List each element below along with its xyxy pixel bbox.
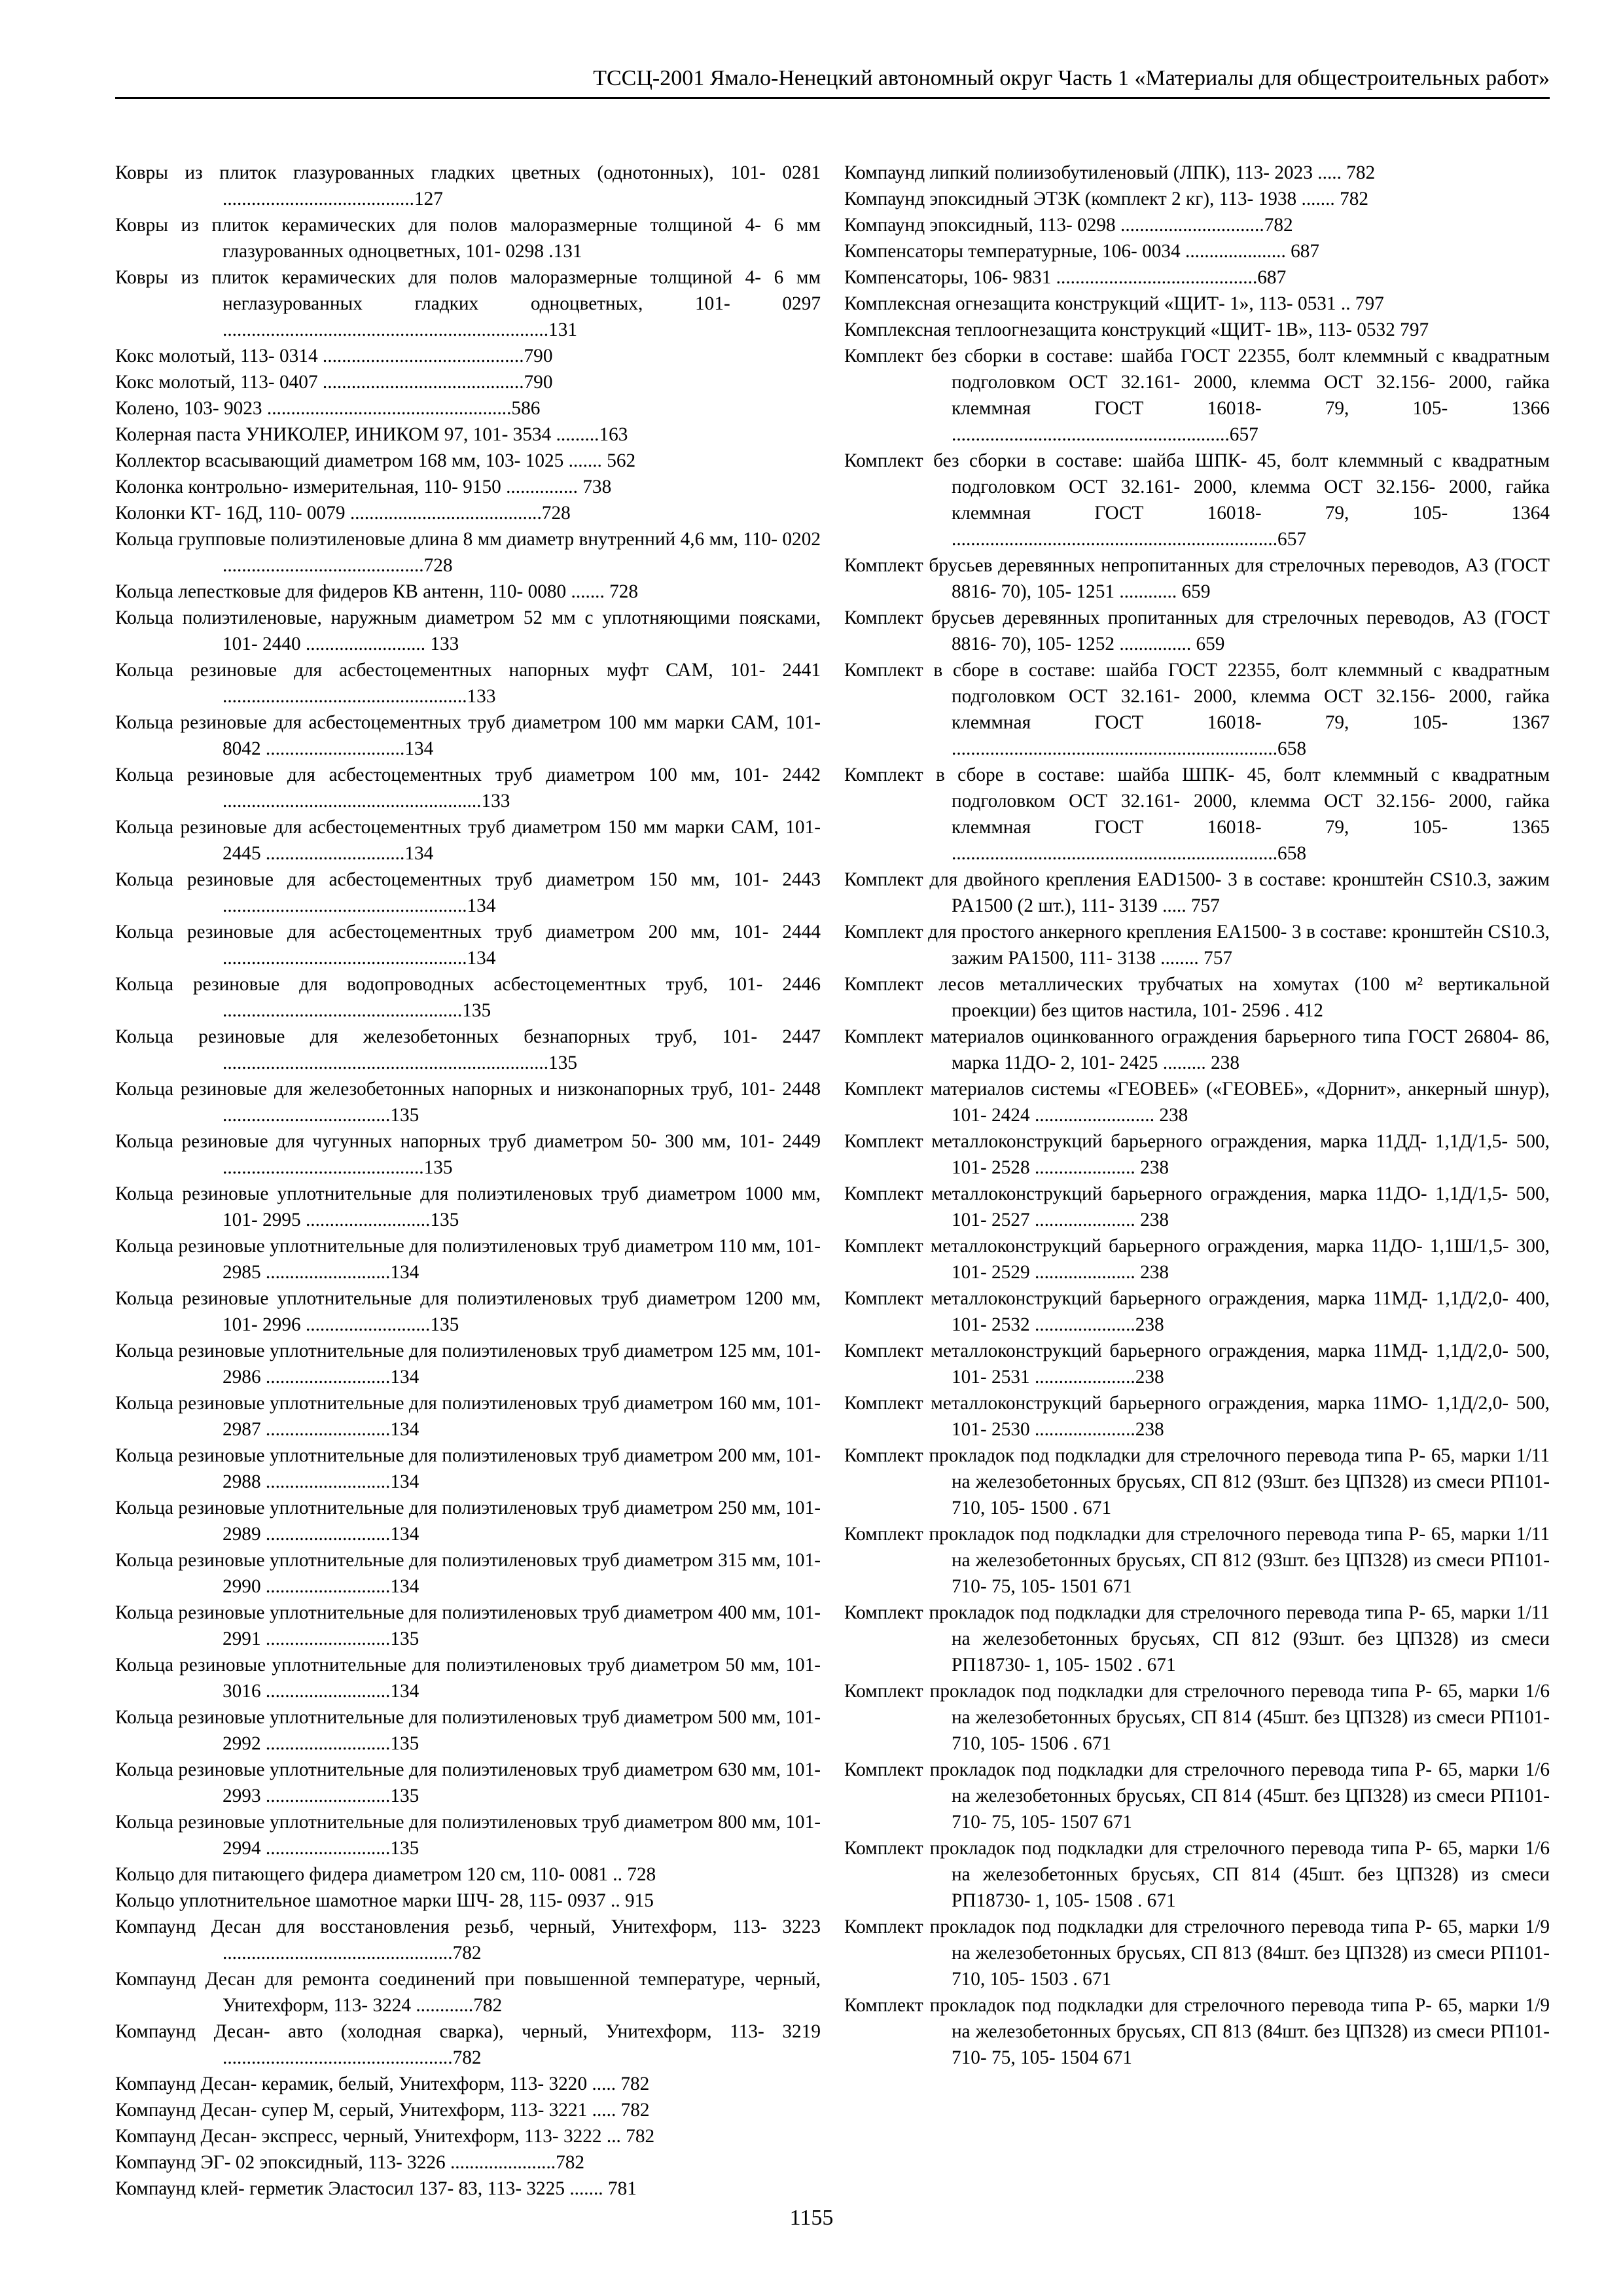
- index-entry: Кольца резиновые уплотнительные для полиэтиленовых труб диаметром 400 мм, 101- 2991 ..........................135: [115, 1602, 821, 1649]
- index-entry: Комплект металлоконструкций барьерного ограждения, марка 11ДО- 1,1Ш/1,5- 300, 101- 2529 ..................... 238: [844, 1236, 1550, 1283]
- index-entry: Комплект брусьев деревянных непропитанных для стрелочных переводов, А3 (ГОСТ 8816- 70), 105- 1251 ............ 659: [844, 555, 1550, 602]
- index-entry: Кольца лепестковые для фидеров КВ антенн, 110- 0080 ....... 728: [115, 581, 639, 602]
- index-entry: Кольца групповые полиэтиленовые длина 8 мм диаметр внутренний 4,6 мм, 110- 0202 ..........................................728: [115, 529, 821, 576]
- index-entry: Кольца резиновые для железобетонных безнапорных труб, 101- 2447 ....................................................................135: [115, 1026, 821, 1073]
- index-entry: Колонка контрольно- измерительная, 110- 9150 ............... 738: [115, 476, 612, 497]
- index-entry: Компаунд эпоксидный, 113- 0298 ..............................782: [844, 215, 1293, 236]
- index-entry: Компаунд Десан- авто (холодная сварка), черный, Унитехформ, 113- 3219 ................................................782: [115, 2021, 821, 2068]
- index-entry: Кольца резиновые уплотнительные для полиэтиленовых труб диаметром 315 мм, 101- 2990 ..........................134: [115, 1550, 821, 1597]
- index-entry: Компаунд эпоксидный ЭТЗК (комплект 2 кг), 113- 1938 ....... 782: [844, 188, 1369, 209]
- index-entry: Колено, 103- 9023 ...................................................586: [115, 398, 541, 419]
- index-entry: Комплект без сборки в составе: шайба ШПК- 45, болт клеммный с квадратным подголовком ОСТ 32.161- 2000, клемма ОСТ 32.156- 2000, гайка клеммная ГОСТ 16018- 79, 105- 1364 ....................................................................657: [844, 450, 1550, 550]
- index-entry: Кольца резиновые уплотнительные для полиэтиленовых труб диаметром 110 мм, 101- 2985 ..........................134: [115, 1236, 821, 1283]
- index-entry: Комплект прокладок под подкладки для стрелочного перевода типа Р- 65, марки 1/6 на железобетонных брусьях, СП 814 (45шт. без ЦП328) из смеси РП18730- 1, 105- 1508 . 671: [844, 1838, 1550, 1911]
- index-entry: Компаунд Десан для восстановления резьб, черный, Унитехформ, 113- 3223 ................................................782: [115, 1916, 821, 1964]
- index-entry: Кольца резиновые для асбестоцементных напорных муфт САМ, 101- 2441 ...................................................133: [115, 660, 821, 707]
- index-entry: Комплект прокладок под подкладки для стрелочного перевода типа Р- 65, марки 1/11 на железобетонных брусьях, СП 812 (93шт. без ЦП328) из смеси РП18730- 1, 105- 1502 . 671: [844, 1602, 1550, 1676]
- index-entry: Комплект брусьев деревянных пропитанных для стрелочных переводов, А3 (ГОСТ 8816- 70), 105- 1252 ............... 659: [844, 607, 1550, 655]
- index-entry: Кольца резиновые уплотнительные для полиэтиленовых труб диаметром 500 мм, 101- 2992 ..........................135: [115, 1707, 821, 1754]
- index-entry: Комплект без сборки в составе: шайба ГОСТ 22355, болт клеммный с квадратным подголовком ОСТ 32.161- 2000, клемма ОСТ 32.156- 2000, гайка клеммная ГОСТ 16018- 79, 105- 1366 ..........................................................657: [844, 346, 1550, 445]
- index-entry: Коллектор всасывающий диаметром 168 мм, 103- 1025 ....... 562: [115, 450, 636, 471]
- index-entry: Кольца резиновые для железобетонных напорных и низконапорных труб, 101- 2448 ...................................135: [115, 1079, 821, 1126]
- index-entry: Кольцо уплотнительное шамотное марки ШЧ- 28, 115- 0937 .. 915: [115, 1890, 654, 1911]
- index-entry: Комплект для двойного крепления EAD1500- 3 в составе: кронштейн CS10.3, зажим PA1500 (2 шт.), 111- 3139 ..... 757: [844, 869, 1550, 916]
- index-entry: Комплект материалов системы «ГЕОВЕБ» («ГЕОВЕБ», «Дорнит», анкерный шнур), 101- 2424 ......................... 238: [844, 1079, 1550, 1126]
- index-entry: Комплект прокладок под подкладки для стрелочного перевода типа Р- 65, марки 1/11 на железобетонных брусьях, СП 812 (93шт. без ЦП328) из смеси РП101- 710- 75, 105- 1501 671: [844, 1524, 1550, 1597]
- index-entry: Кольца резиновые уплотнительные для полиэтиленовых труб диаметром 200 мм, 101- 2988 ..........................134: [115, 1445, 821, 1492]
- index-entry: Компаунд ЭГ- 02 эпоксидный, 113- 3226 ......................782: [115, 2152, 585, 2173]
- index-entry: Кольца резиновые для чугунных напорных труб диаметром 50- 300 мм, 101- 2449 ..........................................135: [115, 1131, 821, 1178]
- index-entry: Компенсаторы, 106- 9831 ..........................................687: [844, 267, 1287, 288]
- index-entry: Компаунд клей- герметик Эластосил 137- 83, 113- 3225 ....... 781: [115, 2178, 637, 2199]
- index-entry: Комплект прокладок под подкладки для стрелочного перевода типа Р- 65, марки 1/6 на железобетонных брусьях, СП 814 (45шт. без ЦП328) из смеси РП101- 710, 105- 1506 . 671: [844, 1681, 1550, 1754]
- index-column-right: [844, 160, 1550, 2071]
- index-entry: Комплект материалов оцинкованного ограждения барьерного типа ГОСТ 26804- 86, марка 11ДО- 2, 101- 2425 ......... 238: [844, 1026, 1550, 1073]
- index-entry: Комплект прокладок под подкладки для стрелочного перевода типа Р- 65, марки 1/11 на железобетонных брусьях, СП 812 (93шт. без ЦП328) из смеси РП101- 710, 105- 1500 . 671: [844, 1445, 1550, 1518]
- index-entry: Комплект металлоконструкций барьерного ограждения, марка 11МД- 1,1Д/2,0- 500, 101- 2531 .....................238: [844, 1340, 1550, 1388]
- index-entry: Кольца резиновые уплотнительные для полиэтиленовых труб диаметром 50 мм, 101- 3016 ..........................134: [115, 1655, 821, 1702]
- index-entry: Компаунд Десан- керамик, белый, Унитехформ, 113- 3220 ..... 782: [115, 2073, 650, 2094]
- index-entry: Ковры из плиток керамических для полов малоразмерные толщиной 4- 6 мм неглазурованных гладких одноцветных, 101- 0297 ....................................................................131: [115, 267, 821, 340]
- index-entry: Комплект прокладок под подкладки для стрелочного перевода типа Р- 65, марки 1/9 на железобетонных брусьях, СП 813 (84шт. без ЦП328) из смеси РП101- 710, 105- 1503 . 671: [844, 1916, 1550, 1990]
- index-entry: Комплект в сборе в составе: шайба ГОСТ 22355, болт клеммный с квадратным подголовком ОСТ 32.161- 2000, клемма ОСТ 32.156- 2000, гайка клеммная ГОСТ 16018- 79, 105- 1367 ....................................................................658: [844, 660, 1550, 759]
- running-header: ТССЦ-2001 Ямало-Ненецкий автономный округ Часть 1 «Материалы для общестроительных работ»: [115, 65, 1550, 99]
- index-entry: Кольца резиновые для водопроводных асбестоцементных труб, 101- 2446 ..................................................135: [115, 974, 821, 1021]
- index-column-left: [115, 160, 821, 2202]
- index-entry: Ковры из плиток керамических для полов малоразмерные толщиной 4- 6 мм глазурованных одноцветных, 101- 0298 .131: [115, 215, 821, 262]
- page-number: 1155: [789, 2206, 834, 2230]
- index-entry: Комплект лесов металлических трубчатых на хомутах (100 м² вертикальной проекции) без щитов настила, 101- 2596 . 412: [844, 974, 1550, 1021]
- index-entry: Кольца резиновые уплотнительные для полиэтиленовых труб диаметром 250 мм, 101- 2989 ..........................134: [115, 1498, 821, 1545]
- index-entry: Комплект металлоконструкций барьерного ограждения, марка 11МД- 1,1Д/2,0- 400, 101- 2532 .....................238: [844, 1288, 1550, 1335]
- index-entry: Кольца резиновые для асбестоцементных труб диаметром 100 мм марки САМ, 101- 8042 .............................134: [115, 712, 821, 759]
- index-entry: Кольца резиновые для асбестоцементных труб диаметром 200 мм, 101- 2444 ...................................................134: [115, 922, 821, 969]
- index-entry: Кокс молотый, 113- 0314 ..........................................790: [115, 346, 553, 367]
- index-entry: Ковры из плиток глазурованных гладких цветных (однотонных), 101- 0281 ........................................127: [115, 162, 821, 209]
- index-entry: Кольца резиновые уплотнительные для полиэтиленовых труб диаметром 1200 мм, 101- 2996 ..........................135: [115, 1288, 821, 1335]
- index-entry: Кольца резиновые уплотнительные для полиэтиленовых труб диаметром 630 мм, 101- 2993 ..........................135: [115, 1759, 821, 1806]
- index-entry: Комплект металлоконструкций барьерного ограждения, марка 11ДД- 1,1Д/1,5- 500, 101- 2528 ..................... 238: [844, 1131, 1550, 1178]
- index-entry: Комплект для простого анкерного крепления EA1500- 3 в составе: кронштейн CS10.3, зажим PA1500, 111- 3138 ........ 757: [844, 922, 1550, 969]
- index-entry: Комплект прокладок под подкладки для стрелочного перевода типа Р- 65, марки 1/9 на железобетонных брусьях, СП 813 (84шт. без ЦП328) из смеси РП101- 710- 75, 105- 1504 671: [844, 1995, 1550, 2068]
- index-entry: Кольца резиновые для асбестоцементных труб диаметром 100 мм, 101- 2442 ......................................................133: [115, 764, 821, 812]
- index-entry: Компаунд Десан- супер М, серый, Унитехформ, 113- 3221 ..... 782: [115, 2100, 650, 2121]
- index-entry: Кольца резиновые уплотнительные для полиэтиленовых труб диаметром 125 мм, 101- 2986 ..........................134: [115, 1340, 821, 1388]
- index-entry: Комплект металлоконструкций барьерного ограждения, марка 11МО- 1,1Д/2,0- 500, 101- 2530 .....................238: [844, 1393, 1550, 1440]
- index-entry: Комплексная огнезащита конструкций «ЩИТ- 1», 113- 0531 .. 797: [844, 293, 1384, 314]
- index-entry: Комплект прокладок под подкладки для стрелочного перевода типа Р- 65, марки 1/6 на железобетонных брусьях, СП 814 (45шт. без ЦП328) из смеси РП101- 710- 75, 105- 1507 671: [844, 1759, 1550, 1833]
- index-entry: Комплексная теплоогнезащита конструкций «ЩИТ- 1В», 113- 0532 797: [844, 319, 1429, 340]
- index-entry: Компаунд Десан- экспресс, черный, Унитехформ, 113- 3222 ... 782: [115, 2126, 655, 2147]
- index-entry: Комплект в сборе в составе: шайба ШПК- 45, болт клеммный с квадратным подголовком ОСТ 32.161- 2000, клемма ОСТ 32.156- 2000, гайка клеммная ГОСТ 16018- 79, 105- 1365 ....................................................................658: [844, 764, 1550, 864]
- index-entry: Компенсаторы температурные, 106- 0034 ..................... 687: [844, 241, 1320, 262]
- index-entry: Кольцо для питающего фидера диаметром 120 см, 110- 0081 .. 728: [115, 1864, 656, 1885]
- index-entry: Колонки КТ- 16Д, 110- 0079 ........................................728: [115, 503, 571, 524]
- index-entry: Комплект металлоконструкций барьерного ограждения, марка 11ДО- 1,1Д/1,5- 500, 101- 2527 ..................... 238: [844, 1183, 1550, 1230]
- index-entry: Кольца резиновые для асбестоцементных труб диаметром 150 мм марки САМ, 101- 2445 .............................134: [115, 817, 821, 864]
- index-entry: Кольца полиэтиленовые, наружным диаметром 52 мм с уплотняющими поясками, 101- 2440 ......................... 133: [115, 607, 821, 655]
- index-entry: Компаунд Десан для ремонта соединений при повышенной температуре, черный, Унитехформ, 113- 3224 ............782: [115, 1969, 821, 2016]
- index-entry: Кольца резиновые уплотнительные для полиэтиленовых труб диаметром 800 мм, 101- 2994 ..........................135: [115, 1812, 821, 1859]
- index-entry: Кольца резиновые уплотнительные для полиэтиленовых труб диаметром 160 мм, 101- 2987 ..........................134: [115, 1393, 821, 1440]
- index-entry: Компаунд липкий полиизобутиленовый (ЛПК), 113- 2023 ..... 782: [844, 162, 1376, 183]
- index-entry: Кольца резиновые уплотнительные для полиэтиленовых труб диаметром 1000 мм, 101- 2995 ..........................135: [115, 1183, 821, 1230]
- index-entry: Колерная паста УНИКОЛЕР, ИНИКОМ 97, 101- 3534 .........163: [115, 424, 628, 445]
- index-entry: Кольца резиновые для асбестоцементных труб диаметром 150 мм, 101- 2443 ...................................................134: [115, 869, 821, 916]
- index-entry: Кокс молотый, 113- 0407 ..........................................790: [115, 372, 553, 393]
